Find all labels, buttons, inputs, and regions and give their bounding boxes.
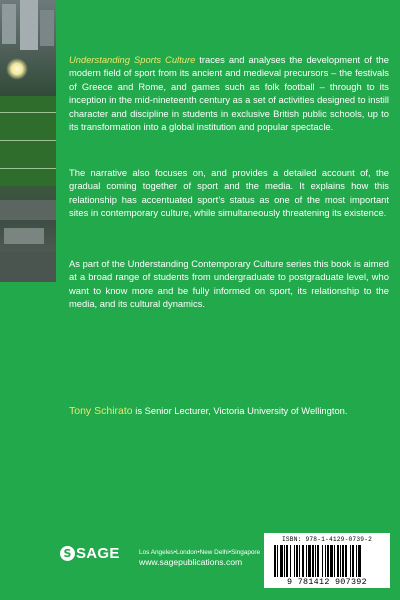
description-paragraph-3: As part of the Understanding Contemporary Culture series this book is aimed at a broad range of students from undergraduate to postgraduate level, who want to know more and be fully informed on sport, its relationship to the media, and its cultural dynamics. [69, 258, 389, 310]
sage-logo-word: SAGE [76, 545, 120, 562]
publisher-url: www.sagepublications.com [139, 557, 243, 567]
sage-logo [60, 545, 120, 562]
author-bio-text: is Senior Lecturer, Victoria University of Wellington. [132, 405, 348, 416]
publisher-cities: Los Angeles•London•New Delhi•Singapore [139, 549, 261, 556]
book-title: Understanding Sports Culture [69, 54, 196, 65]
paragraph-1-text: traces and analyses the development of the modern field of sport from its ancient and medieval precursors – the festivals of Greece and Rome, and games such as folk football – through to its inception in the mid-nineteenth century as a set of activities designed to instill character and discipline in students in exclusive British public schools, up to its transformation into a global institution and popular spectacle. [69, 54, 389, 133]
author-bio [69, 405, 389, 417]
barcode-box [264, 533, 390, 588]
isbn-text: ISBN: 978-1-4129-0739-2 [281, 536, 372, 543]
publisher-info [139, 549, 260, 567]
author-name: Tony Schirato [69, 405, 133, 417]
sage-logo-icon: S [60, 546, 75, 561]
barcode-digits: 9 781412 907392 [287, 577, 367, 587]
barcode-icon [274, 545, 382, 577]
description-paragraph-2: The narrative also focuses on, and provides a detailed account of, the gradual coming together of sport and the media. It explains how this relationship has accentuated sport’s status as one of the most important sites in contemporary culture, while simultaneously threatening its existence. [69, 167, 389, 219]
description-paragraph-1 [69, 53, 389, 133]
stadium-photo [0, 0, 56, 282]
